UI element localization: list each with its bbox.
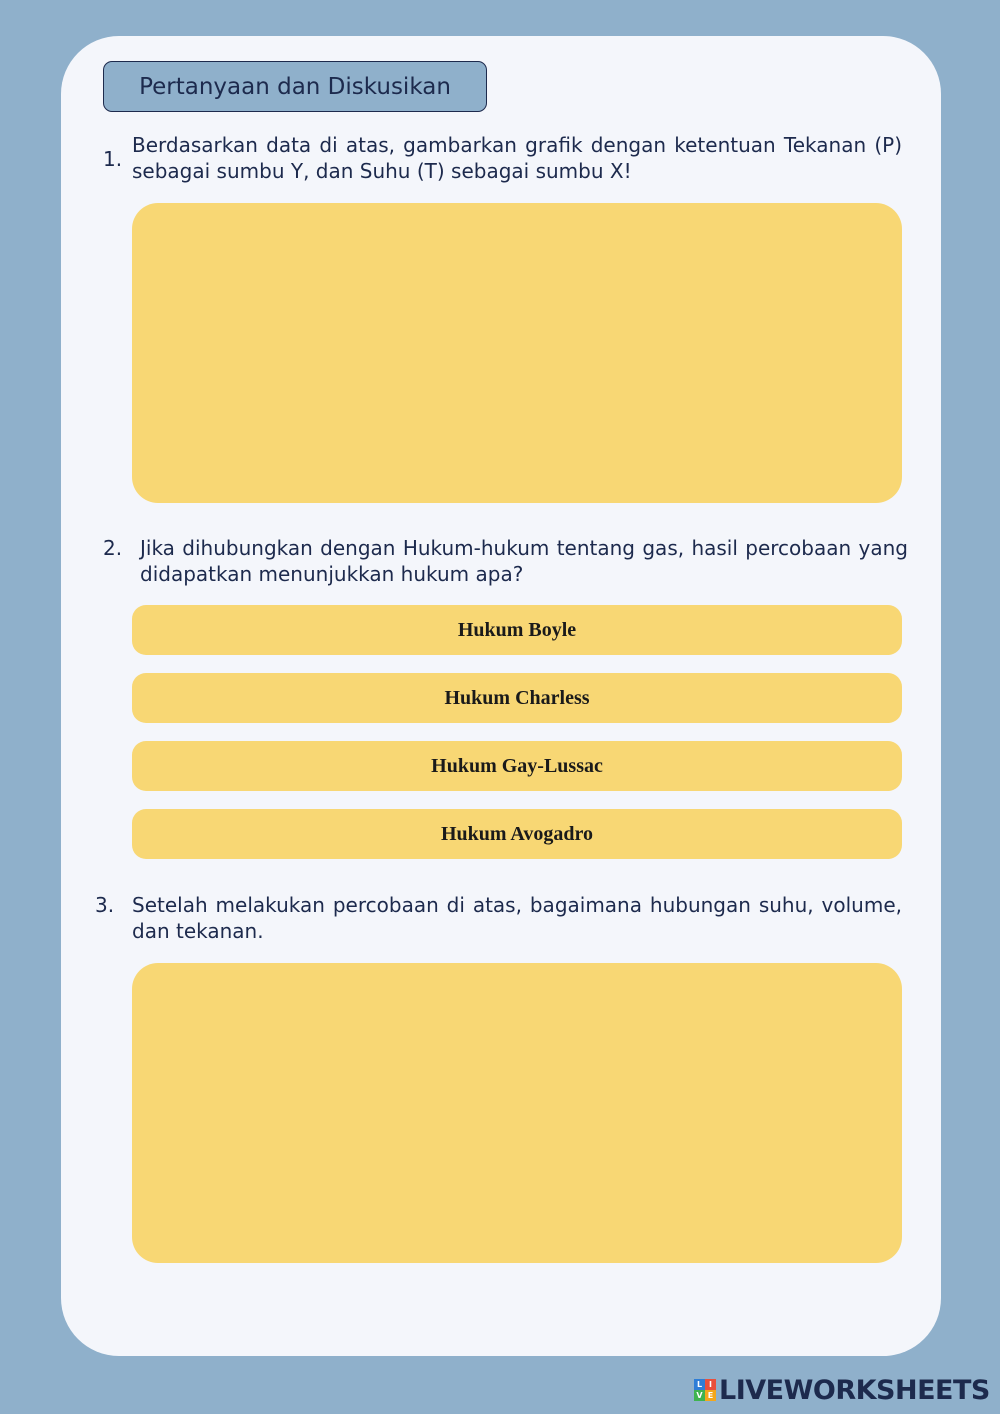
option-label: Hukum Gay-Lussac — [431, 754, 603, 777]
logo-text: LIVEWORKSHEETS — [719, 1374, 990, 1406]
question-2-text: Jika dihubungkan dengan Hukum-hukum tentang gas, hasil percobaan yang didapatkan menunjukkan hukum apa? — [140, 536, 908, 586]
option-hukum-boyle[interactable] — [132, 605, 902, 655]
question-1-text: Berdasarkan data di atas, gambarkan grafik dengan ketentuan Tekanan (P) sebagai sumbu Y, dan Suhu (T) sebagai sumbu X! — [132, 133, 902, 183]
option-hukum-charless[interactable] — [132, 673, 902, 723]
answer-area-1[interactable] — [132, 203, 902, 503]
section-title — [103, 61, 487, 112]
question-3-number: 3. — [95, 893, 115, 917]
option-hukum-gay-lussac[interactable] — [132, 741, 902, 791]
logo-letter: I — [705, 1379, 716, 1390]
liveworksheets-logo — [694, 1376, 990, 1404]
option-label: Hukum Avogadro — [440, 822, 594, 845]
section-title-text: Pertanyaan dan Diskusikan — [139, 73, 451, 100]
logo-mark-icon — [694, 1379, 716, 1401]
option-label: Hukum Boyle — [457, 618, 577, 641]
option-hukum-avogadro[interactable] — [132, 809, 902, 859]
question-1-number: 1. — [103, 147, 123, 171]
logo-letter: V — [694, 1390, 705, 1401]
logo-letter: L — [694, 1379, 705, 1390]
question-3-text: Setelah melakukan percobaan di atas, bagaimana hubungan suhu, volume, dan tekanan. — [132, 893, 902, 943]
option-label: Hukum Charless — [444, 686, 590, 709]
logo-letter: E — [705, 1390, 716, 1401]
question-2-number: 2. — [103, 536, 123, 560]
answer-area-3[interactable] — [132, 963, 902, 1263]
